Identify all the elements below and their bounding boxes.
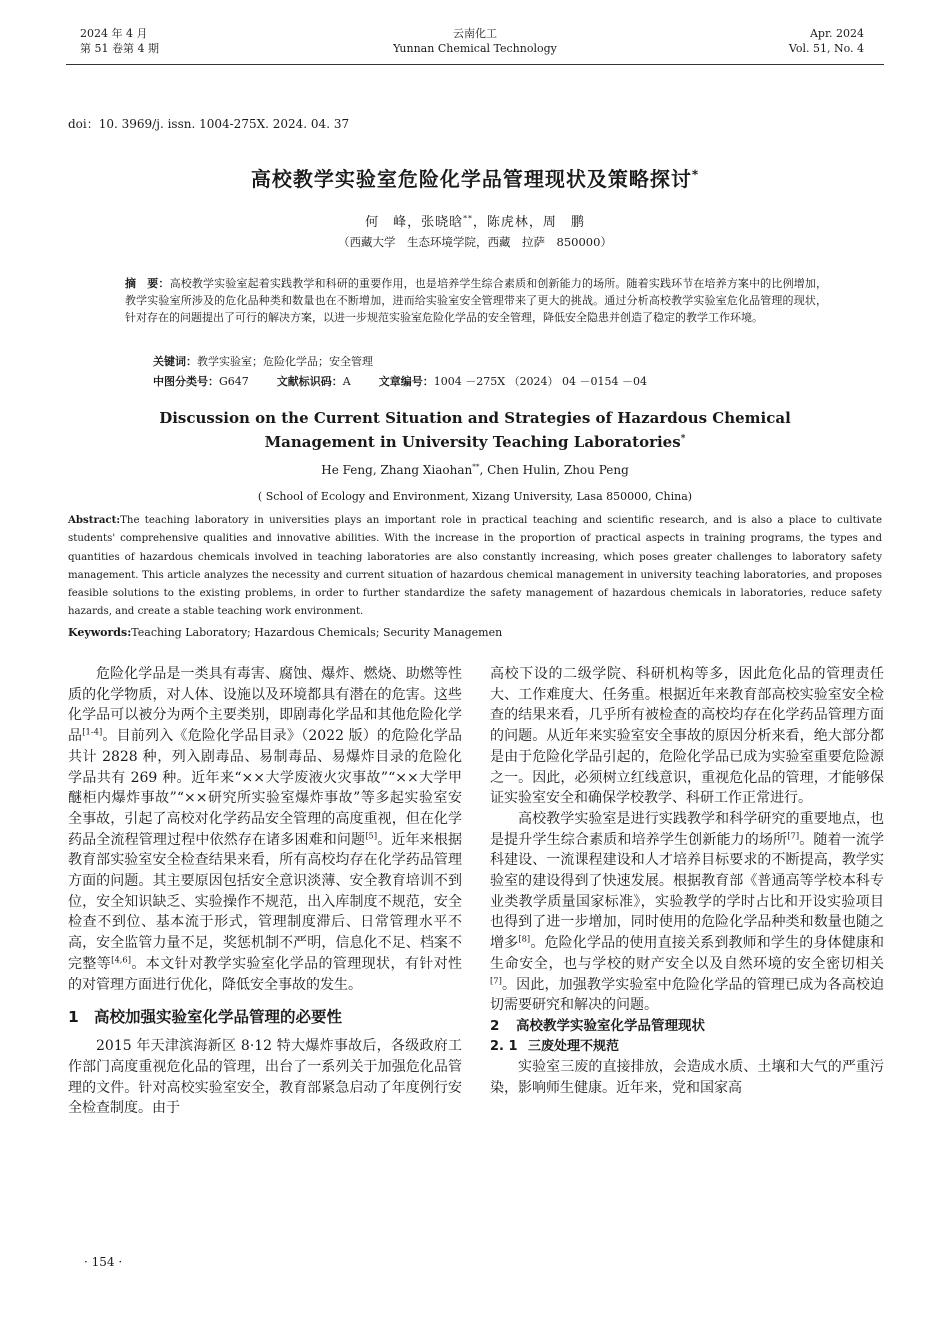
section-1-heading	[68, 1005, 462, 1029]
section-2-1-paragraph: 实验室三废的直接排放，会造成水质、土壤和大气的严重污染，影响师生健康。近年来，党和国家高	[490, 1059, 884, 1097]
abstract-cn-label: 摘 要：	[125, 277, 170, 290]
body-column-left	[68, 664, 462, 1119]
section-1-paragraph-1-continued: 高校下设的二级学院、科研机构等多，因此危化品的管理责任大、工作难度大、任务重。根据近年来教育部高校实验室安全检查的结果来看，几乎所有被检查的高校均存在化学药品管理方面的问题。从近年来实验室安全事故的原因分析来看，绝大部分都是由于危险化学品引起的，危险化学品已成为实验室重要危险源之一。因此，必须树立红线意识，重视危化品的管理，才能够保证实验室安全和确保学校教学、科研工作正常进行。	[490, 666, 884, 807]
authors-cn-rest: ，陈虎林，周 鹏	[472, 215, 585, 230]
header-journal-cn: 云南化工	[453, 27, 497, 40]
section-1-p2-text-a: 高校教学实验室是进行实践教学和科学研究的重要地点，也是提升学生综合素质和培养学生创新能力的场所	[490, 810, 884, 848]
title-en-line2-wrap	[140, 430, 810, 454]
title-footnote-mark: *	[691, 167, 700, 182]
citation: [8]	[518, 933, 531, 944]
keywords-cn-label: 关键词：	[153, 355, 197, 368]
body-column-right	[490, 664, 884, 1099]
authors-cn-first: 何 峰，张晓晗	[365, 215, 464, 230]
intro-text-3: 。近年来根据教育部实验室安全检查结果来看，所有高校均存在化学药品管理方面的问题。其主要原因包括安全意识淡薄、安全教育培训不到位，安全知识缺乏、实验操作不规范，出入库制度不规范，安全检查不到位、基本流于形式，管理制度滞后、日常管理水平不高，安全监管力量不足，奖惩机制不严明，信息化不足、档案不完整等	[68, 831, 463, 972]
corresponding-author-mark: **	[463, 213, 473, 223]
citation: [4,6]	[111, 954, 132, 965]
abstract-en-label: Abstract:	[68, 514, 121, 526]
authors-en-first: He Feng, Zhang Xiaohan	[321, 463, 473, 477]
classification-line	[153, 373, 647, 389]
title-en-line1: Discussion on the Current Situation and Strategies of Hazardous Chemical	[159, 409, 791, 427]
abstract-en	[68, 511, 882, 622]
abstract-cn-text: 高校教学实验室起着实践教学和科研的重要作用，也是培养学生综合素质和创新能力的场所。随着实践环节在培养方案中的比例增加，教学实验室所涉及的危化品种类和数量也在不断增加，进而给实验室安全管理带来了更大的挑战。通过分析高校教学实验室危化品管理的现状，针对存在的问题提出了可行的解决方案，以进一步规范实验室危险化学品的安全管理，降低安全隐患并创造了稳定的教学工作环境。	[125, 277, 828, 324]
header-date-volume	[80, 26, 159, 56]
title-cn-text: 高校教学实验室危险化学品管理现状及策略探讨	[250, 167, 692, 191]
header-journal	[325, 26, 625, 56]
header-volume-en: Vol. 51, No. 4	[788, 42, 864, 55]
intro-text-2: 。目前列入《危险化学品目录》（2022 版）的危险化学品共计 2828 种，列入剧毒品、易制毒品、易爆炸目录的危险化学品共有 269 种。近年来“××大学废液火灾事故”“××大学甲醚柜内爆炸事故”“××研究所实验室爆炸事故”等多起实验室安全事故，引起了高校对化学药品安全管理的高度重视，但在化学药品全流程管理过程中依然存在诸多困难和问题	[68, 728, 463, 848]
section-2-title: 高校教学实验室化学品管理现状	[516, 1017, 705, 1034]
citation: [7]	[787, 829, 800, 840]
section-1-paragraph-1: 2015 年天津滨海新区 8·12 特大爆炸事故后，各级政府工作部门高度重视危化品的管理，出台了一系列关于加强危化品管理的文件。针对高校实验室安全，教育部紧急启动了年度例行安全检查制度。由于	[68, 1038, 462, 1117]
intro-paragraph	[68, 664, 462, 995]
citation: [7]	[490, 974, 502, 985]
affiliation-en: ( School of Ecology and Environment, Xizang University, Lasa 850000, China)	[257, 490, 693, 503]
citation: [5]	[365, 829, 378, 840]
keywords-en	[68, 626, 502, 639]
section-2-number: 2	[490, 1017, 500, 1034]
doc-code-label: 文献标识码：	[276, 375, 343, 388]
intro-text-1: 危险化学品是一类具有毒害、腐蚀、爆炸、燃烧、助燃等性质的化学物质，对人体、设施以及环境都具有潜在的危害。这些化学品可以被分为两个主要类别，即剧毒化学品和其他危险化学品	[68, 666, 462, 745]
section-1-p2-text-b: 。随着一流学科建设、一流课程建设和人才培养目标要求的不断提高，教学实验室的建设得到了快速发展。根据教育部《普通高等学校本科专业类教学质量国家标准》，实验教学的学时占比和开设实验项目也得到了进一步增加，同时使用的危险化学品种类和数量也随之增多	[490, 831, 885, 952]
header-volume: 第 51 卷第 4 期	[80, 42, 159, 55]
section-2-1-heading	[490, 1037, 884, 1058]
keywords-cn-text: 教学实验室；危险化学品；安全管理	[197, 355, 373, 368]
keywords-en-text: Teaching Laboratory; Hazardous Chemicals; Security Managemen	[131, 626, 503, 639]
affiliation-cn: （西藏大学 生态环境学院，西藏 拉萨 850000）	[338, 235, 612, 249]
section-1-p2-text-d: 。因此，加强教学实验室中危险化学品的管理已成为各高校迫切需要研究和解决的问题。	[490, 976, 884, 1014]
header-date-volume-en	[789, 26, 864, 56]
clc-label: 中图分类号：	[153, 375, 219, 388]
intro-text-4: 。本文针对教学实验室化学品的管理现状，有针对性的对管理方面进行优化，降低安全事故的发生。	[68, 955, 463, 993]
authors-en	[0, 463, 950, 477]
doi: doi：10. 3969/j. issn. 1004-275X. 2024. 04. 37	[68, 117, 350, 131]
section-2-1-number: 2. 1	[490, 1038, 518, 1054]
authors-en-rest: , Chen Hulin, Zhou Peng	[479, 463, 629, 477]
title-en-footnote-mark: *	[680, 434, 686, 444]
section-1-paragraph-2	[490, 809, 884, 1016]
keywords-cn	[153, 353, 373, 369]
keywords-en-label: Keywords:	[68, 626, 132, 639]
article-number-label: 文章编号：	[378, 375, 434, 388]
section-1-number: 1	[68, 1008, 79, 1027]
header-journal-en: Yunnan Chemical Technology	[393, 42, 557, 55]
corresponding-author-mark-en: **	[472, 462, 480, 471]
authors-cn	[0, 211, 950, 230]
header-rule	[66, 64, 884, 65]
doc-code-value: A	[342, 375, 351, 388]
title-en	[140, 406, 810, 454]
title-cn	[0, 163, 950, 192]
section-2-1-title: 三废处理不规范	[528, 1038, 620, 1054]
clc-value: G647	[219, 375, 249, 388]
abstract-cn	[125, 275, 827, 326]
section-2-heading	[490, 1016, 884, 1037]
title-en-line2: Management in University Teaching Laboratories	[264, 433, 681, 451]
abstract-en-text: The teaching laboratory in universities plays an important role in practical teaching and scientific research, and is also a place to cultivate students' comprehensive qualities and innovative abilities. With the increase in the proportion of practical aspects in training programs, the types and quantities of hazardous chemicals involved in teaching laboratories are also constantly increasing, which poses greater challenges to laboratory safety management. This article analyzes the necessity and current situation of hazardous chemical management in university teaching laboratories, and proposes feasible solutions to the existing problems, in order to further standardize the safety management of hazardous chemicals in laboratories, reduce safety hazards, and create a stable teaching work environment.	[68, 515, 882, 618]
header-date: 2024 年 4 月	[80, 27, 148, 40]
page-number: · 154 ·	[84, 1255, 123, 1269]
citation: [1-4]	[82, 726, 103, 737]
section-1-title: 高校加强实验室化学品管理的必要性	[94, 1008, 343, 1027]
header-date-en: Apr. 2024	[809, 27, 864, 40]
article-number-value: 1004 －275X （2024） 04 －0154 －04	[433, 375, 648, 388]
section-1-p2-text-c: 。危险化学品的使用直接关系到教师和学生的身体健康和生命安全，也与学校的财产安全以及自然环境的安全密切相关	[490, 935, 885, 972]
